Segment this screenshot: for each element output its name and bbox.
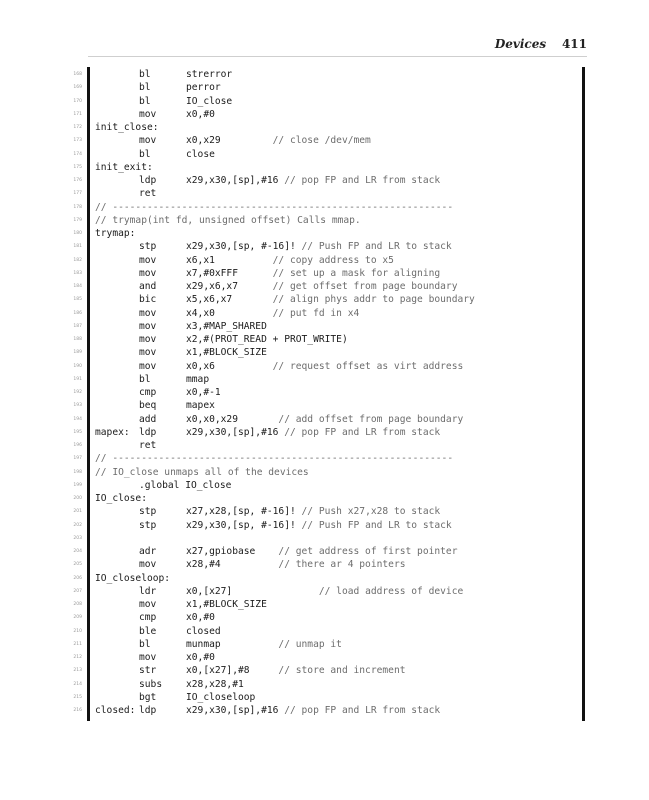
code-operands <box>186 267 440 280</box>
line-number: 172 <box>73 125 82 130</box>
code-line <box>0 240 649 253</box>
line-number: 181 <box>73 244 82 250</box>
code-args: x29,x6,x7 <box>186 281 273 292</box>
code-args: x3,#MAP_SHARED <box>186 320 267 332</box>
code-args: strerror <box>186 69 233 80</box>
code-operands <box>186 108 215 121</box>
line-number: 180 <box>73 231 82 236</box>
code-operands <box>186 386 221 399</box>
code-args: x29,x30,[sp],#16 <box>186 426 285 438</box>
code-opcode: bgt <box>139 691 157 703</box>
line-number: 198 <box>73 469 82 475</box>
code-opcode: ldp <box>139 705 157 716</box>
code-operands <box>186 240 452 253</box>
code-opcode: bl <box>139 69 151 80</box>
code-line <box>0 532 649 545</box>
code-args: x27,gpiobase <box>186 546 279 557</box>
code-opcode: bic <box>139 294 157 306</box>
line-number: 216 <box>73 708 82 713</box>
code-args: IO_closeloop <box>186 691 256 703</box>
code-label: trymap: <box>95 228 136 239</box>
code-args: x0,#0 <box>186 652 215 663</box>
code-opcode: mov <box>139 320 157 332</box>
code-line <box>0 293 649 306</box>
line-number: 194 <box>73 416 82 422</box>
code-line <box>0 320 649 333</box>
header-rule <box>88 56 587 57</box>
line-number: 206 <box>73 575 82 581</box>
code-args: mapex <box>186 400 215 412</box>
code-comment-line: // ----------------------------------------------------------- <box>95 201 454 213</box>
code-operands <box>186 545 457 558</box>
code-line <box>0 148 649 161</box>
line-number: 168 <box>73 72 82 77</box>
code-line <box>0 625 649 638</box>
line-number: 171 <box>73 111 82 117</box>
code-args: munmap <box>186 638 279 650</box>
line-number: 199 <box>73 482 82 488</box>
code-operands <box>186 625 221 638</box>
code-args: x0,#0 <box>186 612 215 624</box>
code-args: mmap <box>186 373 210 385</box>
line-number: 205 <box>73 562 82 568</box>
line-number: 210 <box>73 628 82 634</box>
code-line <box>0 280 649 293</box>
code-operands <box>186 611 215 624</box>
code-operands <box>186 254 394 267</box>
code-comment: // close /dev/mem <box>272 135 371 147</box>
line-number: 193 <box>73 403 82 409</box>
code-opcode: mov <box>139 108 157 120</box>
line-number: 188 <box>73 337 82 342</box>
code-label: IO_close: <box>95 493 147 504</box>
code-line <box>0 452 649 465</box>
code-opcode: mov <box>139 267 157 279</box>
code-args: x28,#4 <box>186 559 279 571</box>
code-line <box>0 68 649 81</box>
line-number: 182 <box>73 257 82 263</box>
code-operands <box>186 638 342 651</box>
code-listing <box>0 68 649 717</box>
code-opcode: add <box>139 413 157 425</box>
line-number: 197 <box>73 456 82 462</box>
code-opcode: stp <box>139 241 157 253</box>
code-args: x1,#BLOCK_SIZE <box>186 347 267 359</box>
code-line <box>0 161 649 174</box>
code-operands <box>186 320 267 333</box>
code-opcode: beq <box>139 400 157 412</box>
code-args: x0,#0 <box>186 108 215 120</box>
line-number: 213 <box>73 668 82 674</box>
code-line <box>0 519 649 532</box>
code-comment-line: // trymap(int fd, unsigned offset) Calls mmap. <box>95 214 361 226</box>
code-operands <box>186 678 244 691</box>
code-comment: // unmap it <box>278 638 342 650</box>
code-line <box>0 214 649 227</box>
code-line <box>0 373 649 386</box>
code-comment: // pop FP and LR from stack <box>284 175 441 186</box>
code-opcode: mov <box>139 334 157 345</box>
line-number: 214 <box>73 681 82 687</box>
code-line <box>0 201 649 214</box>
code-opcode: bl <box>139 82 151 94</box>
code-line <box>0 638 649 651</box>
code-operands <box>186 651 215 664</box>
code-line <box>0 572 649 585</box>
code-opcode: cmp <box>139 387 157 398</box>
code-opcode: mov <box>139 599 157 610</box>
code-line <box>0 664 649 677</box>
code-line <box>0 651 649 664</box>
code-line <box>0 691 649 704</box>
code-args: x0,x29 <box>186 135 273 147</box>
code-operands <box>186 346 267 359</box>
code-operands <box>186 519 452 532</box>
code-args: x4,x0 <box>186 307 273 319</box>
line-number: 170 <box>73 98 82 104</box>
code-opcode: mov <box>139 347 157 359</box>
line-number: 212 <box>73 655 82 660</box>
line-number: 177 <box>73 191 82 197</box>
code-line <box>0 558 649 571</box>
code-line <box>0 346 649 359</box>
code-line <box>0 307 649 320</box>
line-number: 195 <box>73 429 82 435</box>
code-line <box>0 492 649 505</box>
code-line <box>0 439 649 452</box>
code-comment-line: // ----------------------------------------------------------- <box>95 453 454 465</box>
code-opcode: and <box>139 281 157 292</box>
code-args: x0,#-1 <box>186 387 221 398</box>
code-comment: // put fd in x4 <box>272 307 360 319</box>
line-number: 204 <box>73 549 82 554</box>
code-opcode: ret <box>139 440 157 451</box>
line-number: 184 <box>73 284 82 289</box>
code-args: x29,x30,[sp, #-16]! <box>186 241 302 253</box>
code-comment: // Push FP and LR to stack <box>301 519 452 531</box>
code-args: x0,x6 <box>186 360 273 372</box>
code-label: mapex: <box>95 426 130 438</box>
code-line <box>0 134 649 147</box>
code-args: x29,x30,[sp],#16 <box>186 705 285 716</box>
code-operands <box>186 280 457 293</box>
code-line <box>0 254 649 267</box>
code-operands <box>186 399 215 412</box>
code-label: closed: <box>95 705 136 716</box>
code-opcode: cmp <box>139 612 157 624</box>
code-args: close <box>186 148 215 160</box>
code-line <box>0 174 649 187</box>
code-line <box>0 399 649 412</box>
code-operands <box>186 148 215 161</box>
line-number: 190 <box>73 363 82 369</box>
line-number: 185 <box>73 297 82 303</box>
running-header <box>495 37 587 51</box>
line-number: 187 <box>73 323 82 329</box>
code-line <box>0 187 649 200</box>
code-line <box>0 413 649 426</box>
code-line <box>0 466 649 479</box>
code-operands <box>186 704 440 717</box>
line-number: 191 <box>73 376 82 382</box>
code-comment: // pop FP and LR from stack <box>284 705 441 716</box>
code-args: closed <box>186 625 221 637</box>
line-number: 186 <box>73 310 82 316</box>
code-line <box>0 678 649 691</box>
code-args: x29,x30,[sp],#16 <box>186 175 285 186</box>
code-line <box>0 505 649 518</box>
code-comment: // get offset from page boundary <box>272 281 458 292</box>
code-operands <box>186 691 255 704</box>
code-args: x6,x1 <box>186 254 273 266</box>
code-opcode: mov <box>139 307 157 319</box>
code-line <box>0 121 649 134</box>
line-number: 201 <box>73 509 82 515</box>
code-line <box>0 81 649 94</box>
code-opcode: mov <box>139 135 157 147</box>
code-operands <box>186 360 463 373</box>
code-opcode: bl <box>139 95 151 107</box>
code-comment: // load address of device <box>318 585 464 597</box>
code-args: x0,[x27] <box>186 585 319 597</box>
code-line <box>0 227 649 240</box>
line-number: 189 <box>73 350 82 356</box>
code-comment: // Push FP and LR to stack <box>301 241 452 253</box>
code-comment: // add offset from page boundary <box>278 413 464 425</box>
line-number: 196 <box>73 443 82 448</box>
line-number: 169 <box>73 85 82 91</box>
code-opcode: bl <box>139 373 151 385</box>
code-opcode: ble <box>139 625 157 637</box>
code-opcode: mov <box>139 254 157 266</box>
code-args: x2,#(PROT_READ + PROT_WRITE) <box>186 334 348 345</box>
code-opcode: ldp <box>139 426 157 438</box>
code-opcode: bl <box>139 638 151 650</box>
code-comment: // Push x27,x28 to stack <box>301 506 441 518</box>
line-number: 183 <box>73 270 82 276</box>
code-operands <box>186 505 440 518</box>
code-operands <box>186 293 475 306</box>
line-number: 179 <box>73 217 82 223</box>
code-operands <box>186 307 359 320</box>
code-opcode: ret <box>139 188 157 200</box>
line-number: 202 <box>73 522 82 528</box>
code-comment: // get address of first pointer <box>278 546 458 557</box>
code-operands <box>186 664 406 677</box>
code-opcode: .global IO_close <box>139 479 232 491</box>
line-number: 175 <box>73 164 82 170</box>
code-operands <box>186 413 463 426</box>
code-line <box>0 611 649 624</box>
code-line <box>0 704 649 717</box>
code-comment: // pop FP and LR from stack <box>284 426 441 438</box>
code-label: init_close: <box>95 122 159 133</box>
code-args: perror <box>186 82 221 94</box>
line-number: 174 <box>73 151 82 157</box>
code-opcode: mov <box>139 559 157 571</box>
code-line <box>0 585 649 598</box>
line-number: 215 <box>73 694 82 700</box>
code-label: IO_closeloop: <box>95 572 171 584</box>
code-args: x5,x6,x7 <box>186 294 273 306</box>
code-operands <box>186 373 209 386</box>
code-opcode: stp <box>139 506 157 518</box>
code-operands <box>186 585 463 598</box>
line-number: 173 <box>73 138 82 144</box>
code-opcode: stp <box>139 519 157 531</box>
line-number: 178 <box>73 204 82 210</box>
code-opcode: str <box>139 665 157 677</box>
code-label: init_exit: <box>95 161 153 173</box>
code-args: x28,x28,#1 <box>186 678 244 690</box>
code-comment: // copy address to x5 <box>272 254 394 266</box>
code-operands <box>186 426 440 439</box>
code-line <box>0 267 649 280</box>
code-opcode: bl <box>139 148 151 160</box>
code-args: x0,x0,x29 <box>186 413 279 425</box>
code-opcode: subs <box>139 678 163 690</box>
code-operands <box>186 174 440 187</box>
code-args: x1,#BLOCK_SIZE <box>186 599 267 610</box>
code-operands <box>186 333 348 346</box>
line-number: 203 <box>73 535 82 541</box>
code-operands <box>186 558 406 571</box>
code-line <box>0 479 649 492</box>
line-number: 208 <box>73 602 82 607</box>
code-comment: // request offset as virt address <box>272 360 464 372</box>
code-opcode: ldp <box>139 175 157 186</box>
code-line <box>0 426 649 439</box>
code-opcode: mov <box>139 652 157 663</box>
code-line <box>0 333 649 346</box>
line-number: 207 <box>73 588 82 594</box>
code-args: x0,[x27],#8 <box>186 665 279 677</box>
code-line <box>0 598 649 611</box>
line-number: 176 <box>73 178 82 183</box>
code-args: IO_close <box>186 95 233 107</box>
code-line <box>0 95 649 108</box>
code-line <box>0 545 649 558</box>
code-line <box>0 108 649 121</box>
page-number: 411 <box>561 37 587 51</box>
code-opcode: ldr <box>139 585 157 597</box>
code-line <box>0 386 649 399</box>
code-comment: // there ar 4 pointers <box>278 559 406 571</box>
code-args: x7,#0xFFF <box>186 267 273 279</box>
code-operands <box>186 598 267 611</box>
code-opcode: mov <box>139 360 157 372</box>
chapter-title: Devices <box>494 37 547 51</box>
code-comment: // align phys addr to page boundary <box>272 294 475 306</box>
code-operands <box>186 95 232 108</box>
code-args: x29,x30,[sp, #-16]! <box>186 519 302 531</box>
code-operands <box>186 134 371 147</box>
code-operands <box>186 68 232 81</box>
code-operands <box>186 81 221 94</box>
line-number: 200 <box>73 496 82 501</box>
code-comment: // set up a mask for aligning <box>272 267 441 279</box>
code-opcode: adr <box>139 546 157 557</box>
line-number: 211 <box>73 641 82 647</box>
code-line <box>0 360 649 373</box>
line-number: 209 <box>73 615 82 621</box>
line-number: 192 <box>73 390 82 395</box>
code-comment: // store and increment <box>278 665 406 677</box>
code-comment-line: // IO_close unmaps all of the devices <box>95 466 309 478</box>
code-args: x27,x28,[sp, #-16]! <box>186 506 302 518</box>
